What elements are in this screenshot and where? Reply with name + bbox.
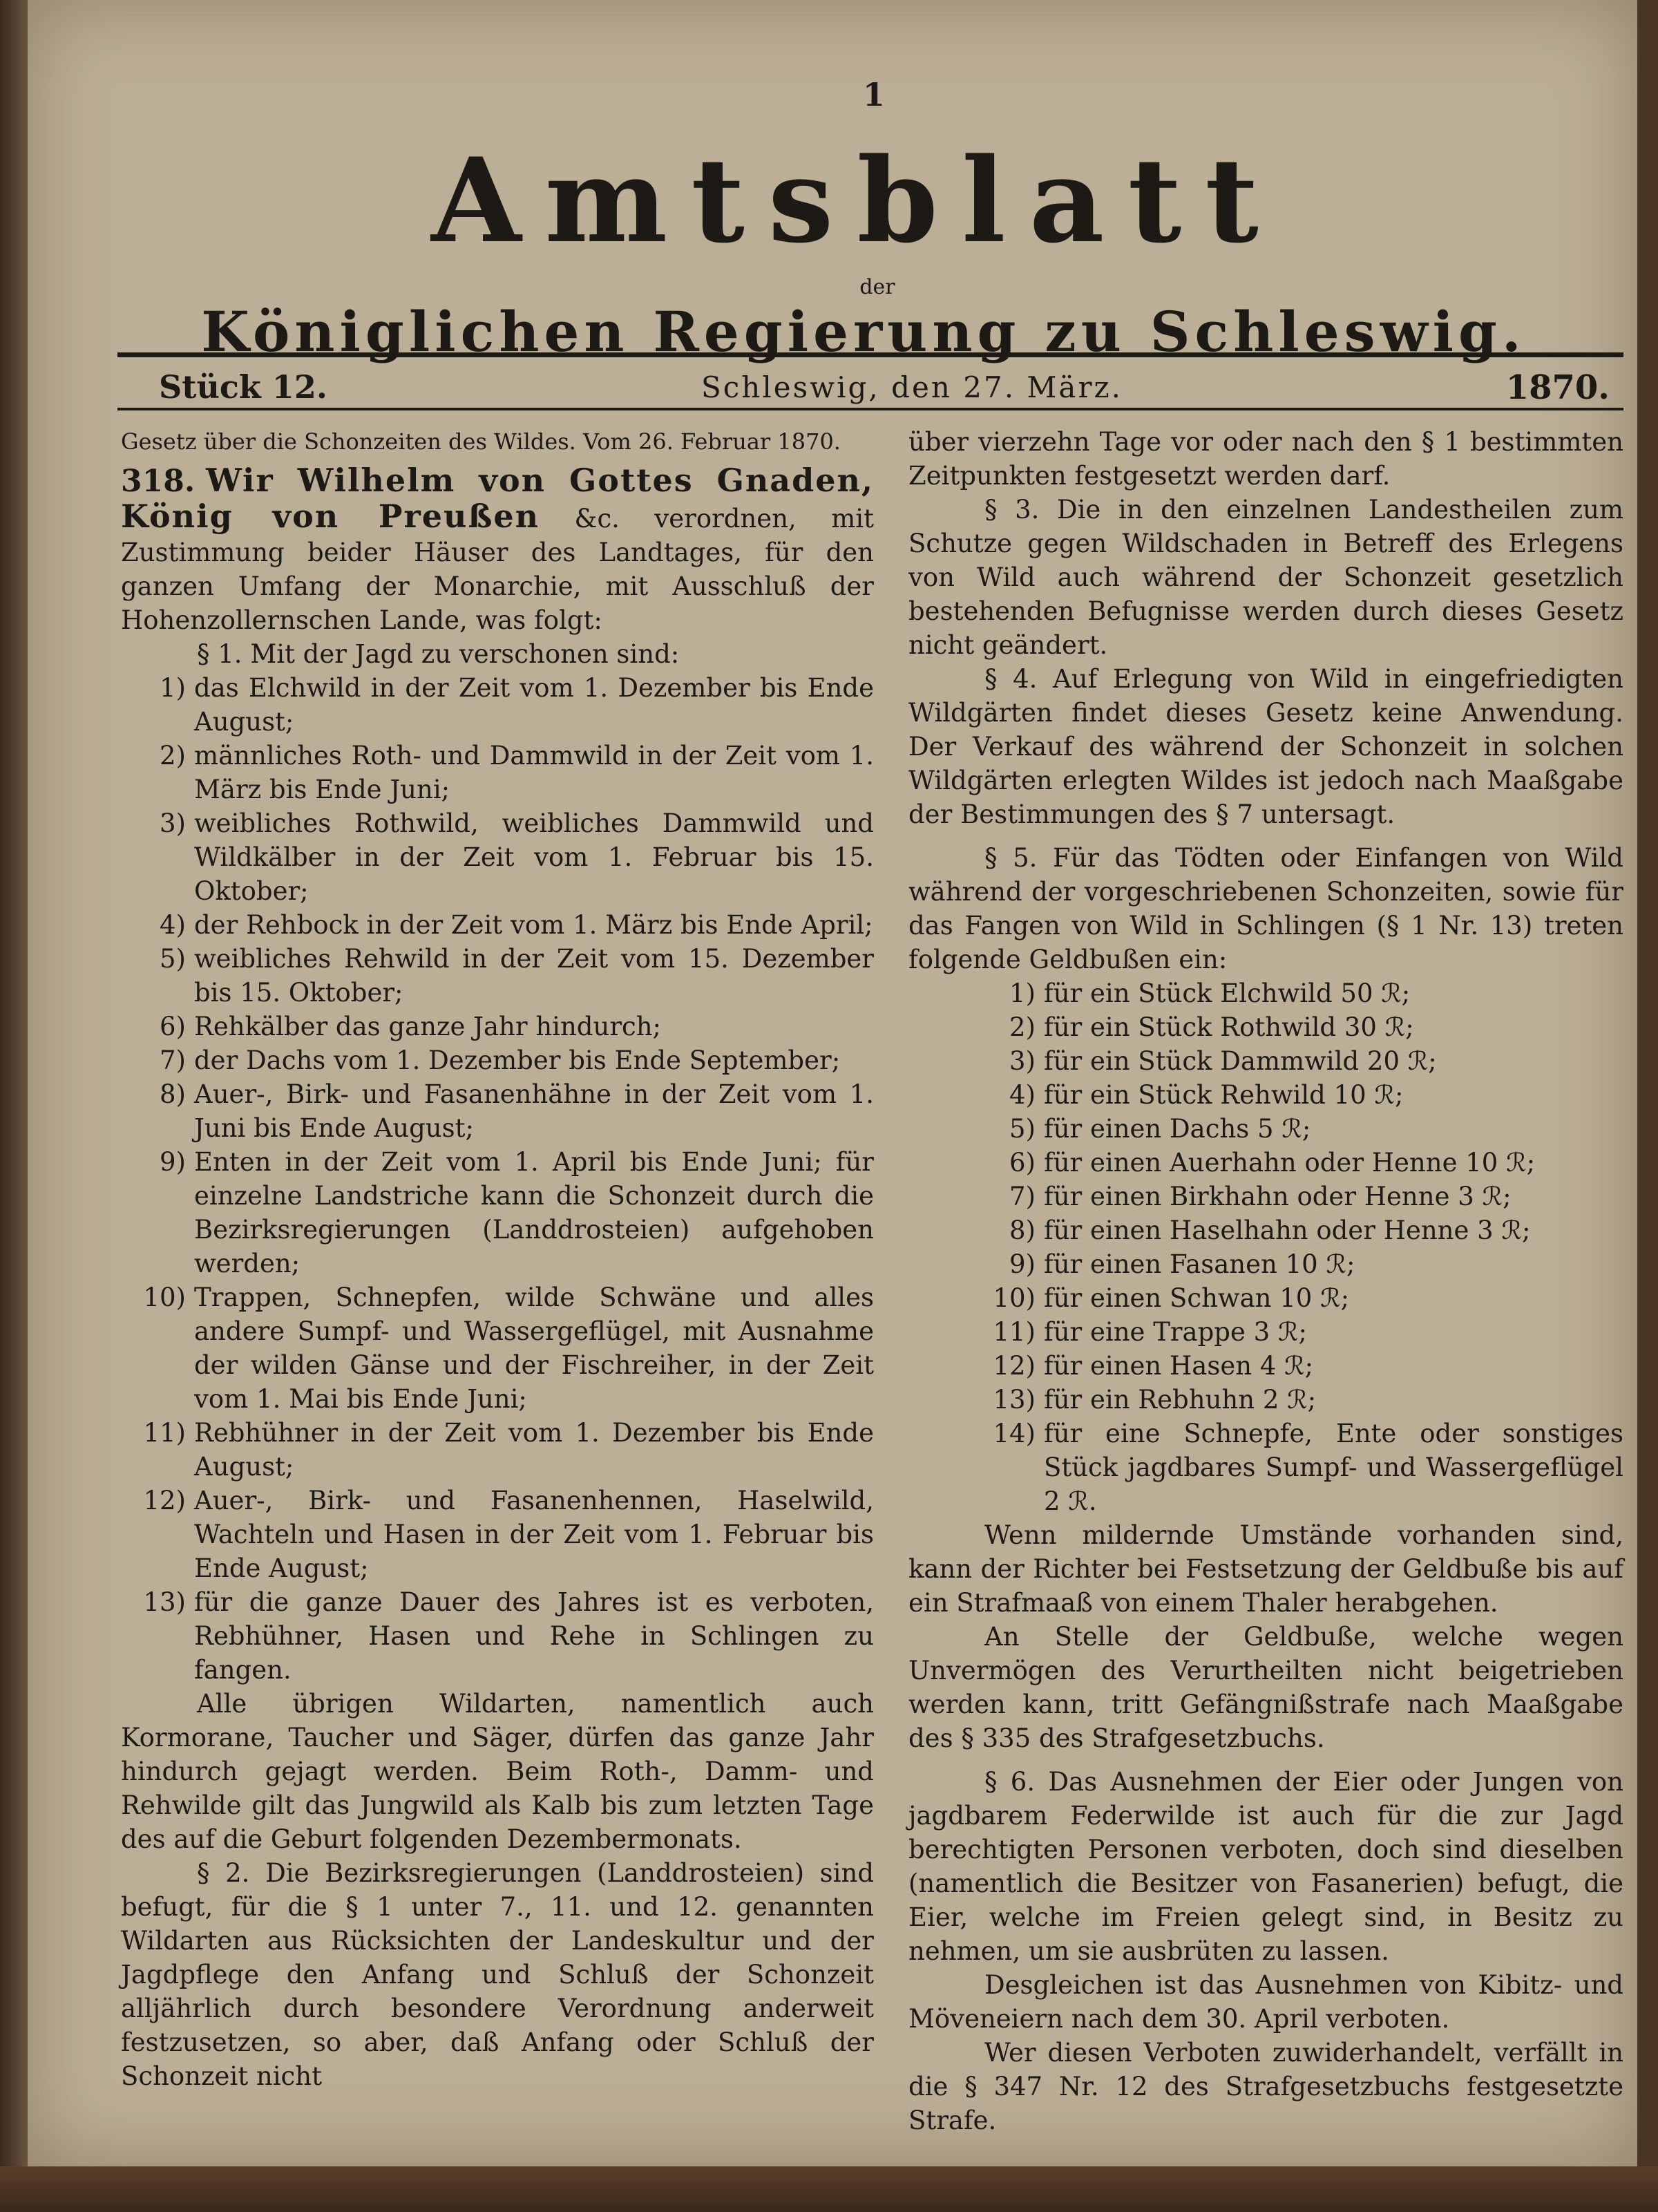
right-column — [908, 425, 1623, 2137]
list-item — [908, 1213, 1623, 1247]
item-number: 3) — [1009, 1046, 1036, 1076]
list-item — [121, 1484, 874, 1585]
item-number: 1) — [160, 673, 186, 703]
list-item — [121, 1077, 874, 1145]
item-number: 7) — [1009, 1182, 1036, 1211]
list-item — [121, 806, 874, 908]
item-text: für einen Schwan 10 ℛ; — [1044, 1283, 1350, 1313]
item-text: Trappen, Schnepfen, wilde Schwäne und alles andere Sumpf- und Wassergeflügel, mit Ausnahme der wilden Gänse und der Fischreiher, in der Zeit vom 1. Mai bis Ende Juni; — [194, 1283, 874, 1414]
item-text: für einen Auerhahn oder Henne 10 ℛ; — [1044, 1148, 1536, 1178]
list-item — [121, 942, 874, 1010]
section-6: § 6. Das Ausnehmen der Eier oder Jungen von jagdbarem Federwilde ist auch für die zur Jagd berechtigten Personen verboten, doch sind dieselben (namentlich die Besitzer von Fasanerien) befugt, die Eier, welche im Freien gelegt sind, in Besitz zu nehmen, um sie ausbrüten zu lassen. — [908, 1767, 1623, 1966]
issue-number: Stück 12. — [159, 368, 327, 406]
item-number: 2) — [1009, 1012, 1036, 1042]
issue-year: 1870. — [1505, 368, 1610, 407]
page-number: 1 — [862, 76, 885, 113]
item-text: für ein Rebhuhn 2 ℛ; — [1044, 1385, 1317, 1415]
item-text: für ein Stück Elchwild 50 ℛ; — [1044, 979, 1411, 1008]
item-text: das Elchwild in der Zeit vom 1. Dezember bis Ende August; — [194, 673, 874, 737]
item-text: Rehkälber das ganze Jahr hindurch; — [194, 1012, 662, 1041]
item-number: 11) — [993, 1317, 1036, 1347]
item-number: 12) — [993, 1351, 1036, 1381]
list-item — [121, 1416, 874, 1484]
fines-list — [908, 976, 1623, 1518]
section-5-mitigation: Wenn mildernde Umstände vorhanden sind, kann der Richter bei Festsetzung der Geldbuße bis auf ein Strafmaaß von einem Thaler herabgehen. — [908, 1520, 1623, 1618]
list-item — [121, 908, 874, 942]
list-item — [908, 1349, 1623, 1383]
item-text: für einen Hasen 4 ℛ; — [1044, 1351, 1314, 1381]
item-number: 8) — [160, 1079, 186, 1109]
section-1-closing: Alle übrigen Wildarten, namentlich auch Kormorane, Taucher und Säger, dürfen das ganze Jahr hindurch gejagt werden. Beim Roth-, Damm- und Rehwilde gilt das Jungwild als Kalb bis zum letzten Tage des auf die Geburt folgenden Dezembermonats. — [121, 1689, 874, 1854]
item-number: 6) — [1009, 1148, 1036, 1178]
item-text: für ein Stück Rothwild 30 ℛ; — [1044, 1012, 1414, 1042]
decree-number: 318. — [121, 464, 196, 499]
item-number: 2) — [160, 741, 186, 771]
item-number: 6) — [160, 1012, 186, 1041]
item-number: 4) — [160, 910, 186, 940]
book-spine-edge — [0, 0, 28, 2212]
spacer — [908, 831, 1623, 841]
list-item — [121, 1585, 874, 1687]
item-number: 1) — [1009, 979, 1036, 1008]
masthead-title: Amtsblatt — [431, 132, 1282, 269]
item-number: 10) — [993, 1283, 1036, 1313]
list-item — [908, 1044, 1623, 1078]
item-text: für einen Dachs 5 ℛ; — [1044, 1114, 1311, 1144]
section-6-penalty: Wer diesen Verboten zuwiderhandelt, verfällt in die § 347 Nr. 12 des Strafgesetzbuchs festgesetzte Strafe. — [908, 2038, 1623, 2135]
item-text: für einen Haselhahn oder Henne 3 ℛ; — [1044, 1216, 1531, 1245]
item-text: Rebhühner in der Zeit vom 1. Dezember bis Ende August; — [194, 1418, 874, 1482]
item-text: weibliches Rothwild, weibliches Dammwild und Wildkälber in der Zeit vom 1. Februar bis 15. Oktober; — [194, 809, 874, 906]
item-text: der Dachs vom 1. Dezember bis Ende September; — [194, 1046, 841, 1075]
masthead-der: der — [859, 275, 895, 299]
list-item — [908, 976, 1623, 1010]
section-2-continued: über vierzehn Tage vor oder nach den § 1 bestimmten Zeitpunkten festgesetzt werden darf. — [908, 427, 1623, 491]
law-heading: Gesetz über die Schonzeiten des Wildes. Vom 26. Februar 1870. — [121, 428, 841, 455]
section-1-intro: § 1. Mit der Jagd zu verschonen sind: — [197, 639, 680, 669]
masthead-subtitle: Königlichen Regierung zu Schleswig. — [201, 299, 1526, 364]
list-item — [908, 1010, 1623, 1044]
list-item — [908, 1247, 1623, 1281]
item-text: für ein Stück Dammwild 20 ℛ; — [1044, 1046, 1437, 1076]
item-text: der Rehbock in der Zeit vom 1. März bis Ende April; — [194, 910, 873, 940]
decree-title: Wir Wilhelm von Gottes Gnaden, König von Preußen — [121, 462, 874, 535]
list-item — [121, 739, 874, 806]
item-text: für eine Trappe 3 ℛ; — [1044, 1317, 1307, 1347]
item-number: 12) — [143, 1486, 186, 1515]
left-column — [121, 425, 874, 2093]
section-1-list — [121, 671, 874, 1687]
newspaper-page — [28, 0, 1637, 2166]
item-text: Enten in der Zeit vom 1. April bis Ende Juni; für einzelne Landstriche kann die Schonzeit durch die Bezirksregierungen (Landdrosteien) aufgehoben werden; — [194, 1147, 874, 1278]
item-text: männliches Roth- und Dammwild in der Zeit vom 1. März bis Ende Juni; — [194, 741, 874, 804]
item-number: 14) — [993, 1419, 1036, 1448]
list-item — [908, 1383, 1623, 1417]
item-number: 9) — [160, 1147, 186, 1177]
list-item — [908, 1078, 1623, 1112]
section-3: § 3. Die in den einzelnen Landestheilen zum Schutze gegen Wildschaden in Betreff des Erlegens von Wild auch während der Schonzeit gesetzlich bestehenden Befugnisse werden durch dieses Gesetz nicht geändert. — [908, 495, 1623, 660]
item-number: 5) — [160, 944, 186, 974]
list-item — [121, 1145, 874, 1280]
decree-preamble: &c. verordnen, mit Zustimmung beider Häuser des Landtages, für den ganzen Umfang der Monarchie, mit Ausschluß der Hohenzollernschen Lande, was folgt: — [121, 504, 874, 635]
item-number: 11) — [143, 1418, 186, 1448]
section-6-eggs: Desgleichen ist das Ausnehmen von Kibitz- und Möveneiern nach dem 30. April verboten. — [908, 1970, 1623, 2034]
item-number: 5) — [1009, 1114, 1036, 1144]
list-item — [908, 1180, 1623, 1213]
section-5-intro: § 5. Für das Tödten oder Einfangen von Wild während der vorgeschriebenen Schonzeiten, sowie für das Fangen von Wild in Schlingen (§ 1 Nr. 13) treten folgende Geldbußen ein: — [908, 843, 1623, 974]
item-number: 9) — [1009, 1249, 1036, 1279]
header-rule-bottom — [117, 408, 1623, 410]
list-item — [908, 1315, 1623, 1349]
book-bottom-edge — [0, 2166, 1658, 2212]
item-text: für eine Schnepfe, Ente oder sonstiges Stück jagdbares Sumpf- und Wassergeflügel 2 ℛ. — [1044, 1419, 1623, 1516]
item-text: für einen Fasanen 10 ℛ; — [1044, 1249, 1355, 1279]
item-number: 13) — [993, 1385, 1036, 1415]
issue-dateline: Schleswig, den 27. März. — [701, 370, 1123, 404]
section-5-substitute-penalty: An Stelle der Geldbuße, welche wegen Unvermögen des Verurtheilten nicht beigetrieben werden kann, tritt Gefängnißstrafe nach Maaßgabe des § 335 des Strafgesetzbuchs. — [908, 1622, 1623, 1753]
list-item — [908, 1281, 1623, 1315]
item-text: für ein Stück Rehwild 10 ℛ; — [1044, 1080, 1404, 1110]
item-number: 8) — [1009, 1216, 1036, 1245]
spacer — [908, 1755, 1623, 1765]
item-text: Auer-, Birk- und Fasanenhähne in der Zeit vom 1. Juni bis Ende August; — [194, 1079, 874, 1143]
item-number: 7) — [160, 1046, 186, 1075]
list-item — [121, 671, 874, 739]
list-item — [121, 1010, 874, 1043]
item-number: 4) — [1009, 1080, 1036, 1110]
item-text: weibliches Rehwild in der Zeit vom 15. Dezember bis 15. Oktober; — [194, 944, 874, 1008]
section-2: § 2. Die Bezirksregierungen (Landdrosteien) sind befugt, für die § 1 unter 7., 11. und 12. genannten Wildarten aus Rücksichten der Landeskultur und der Jagdpflege den Anfang und Schluß der Schonzeit alljährlich durch besondere Verordnung anderweit festzusetzen, so aber, daß Anfang oder Schluß der Schonzeit nicht — [121, 1858, 874, 2091]
item-text: Auer-, Birk- und Fasanenhennen, Haselwild, Wachteln und Hasen in der Zeit vom 1. Februar bis Ende August; — [194, 1486, 874, 1583]
header-rule-top — [117, 352, 1623, 357]
section-4: § 4. Auf Erlegung von Wild in eingefriedigten Wildgärten findet dieses Gesetz keine Anwendung. Der Verkauf des während der Schonzeit in solchen Wildgärten erlegten Wildes ist jedoch nach Maaßgabe der Bestimmungen des § 7 untersagt. — [908, 664, 1623, 829]
item-number: 3) — [160, 809, 186, 838]
decree-opening — [121, 464, 874, 637]
item-number: 13) — [143, 1587, 186, 1617]
list-item — [121, 1280, 874, 1416]
item-text: für einen Birkhahn oder Henne 3 ℛ; — [1044, 1182, 1512, 1211]
list-item — [908, 1417, 1623, 1518]
list-item — [908, 1146, 1623, 1180]
item-number: 10) — [143, 1283, 186, 1312]
list-item — [908, 1112, 1623, 1146]
list-item — [121, 1043, 874, 1077]
item-text: für die ganze Dauer des Jahres ist es verboten, Rebhühner, Hasen und Rehe in Schlingen zu fangen. — [194, 1587, 874, 1685]
